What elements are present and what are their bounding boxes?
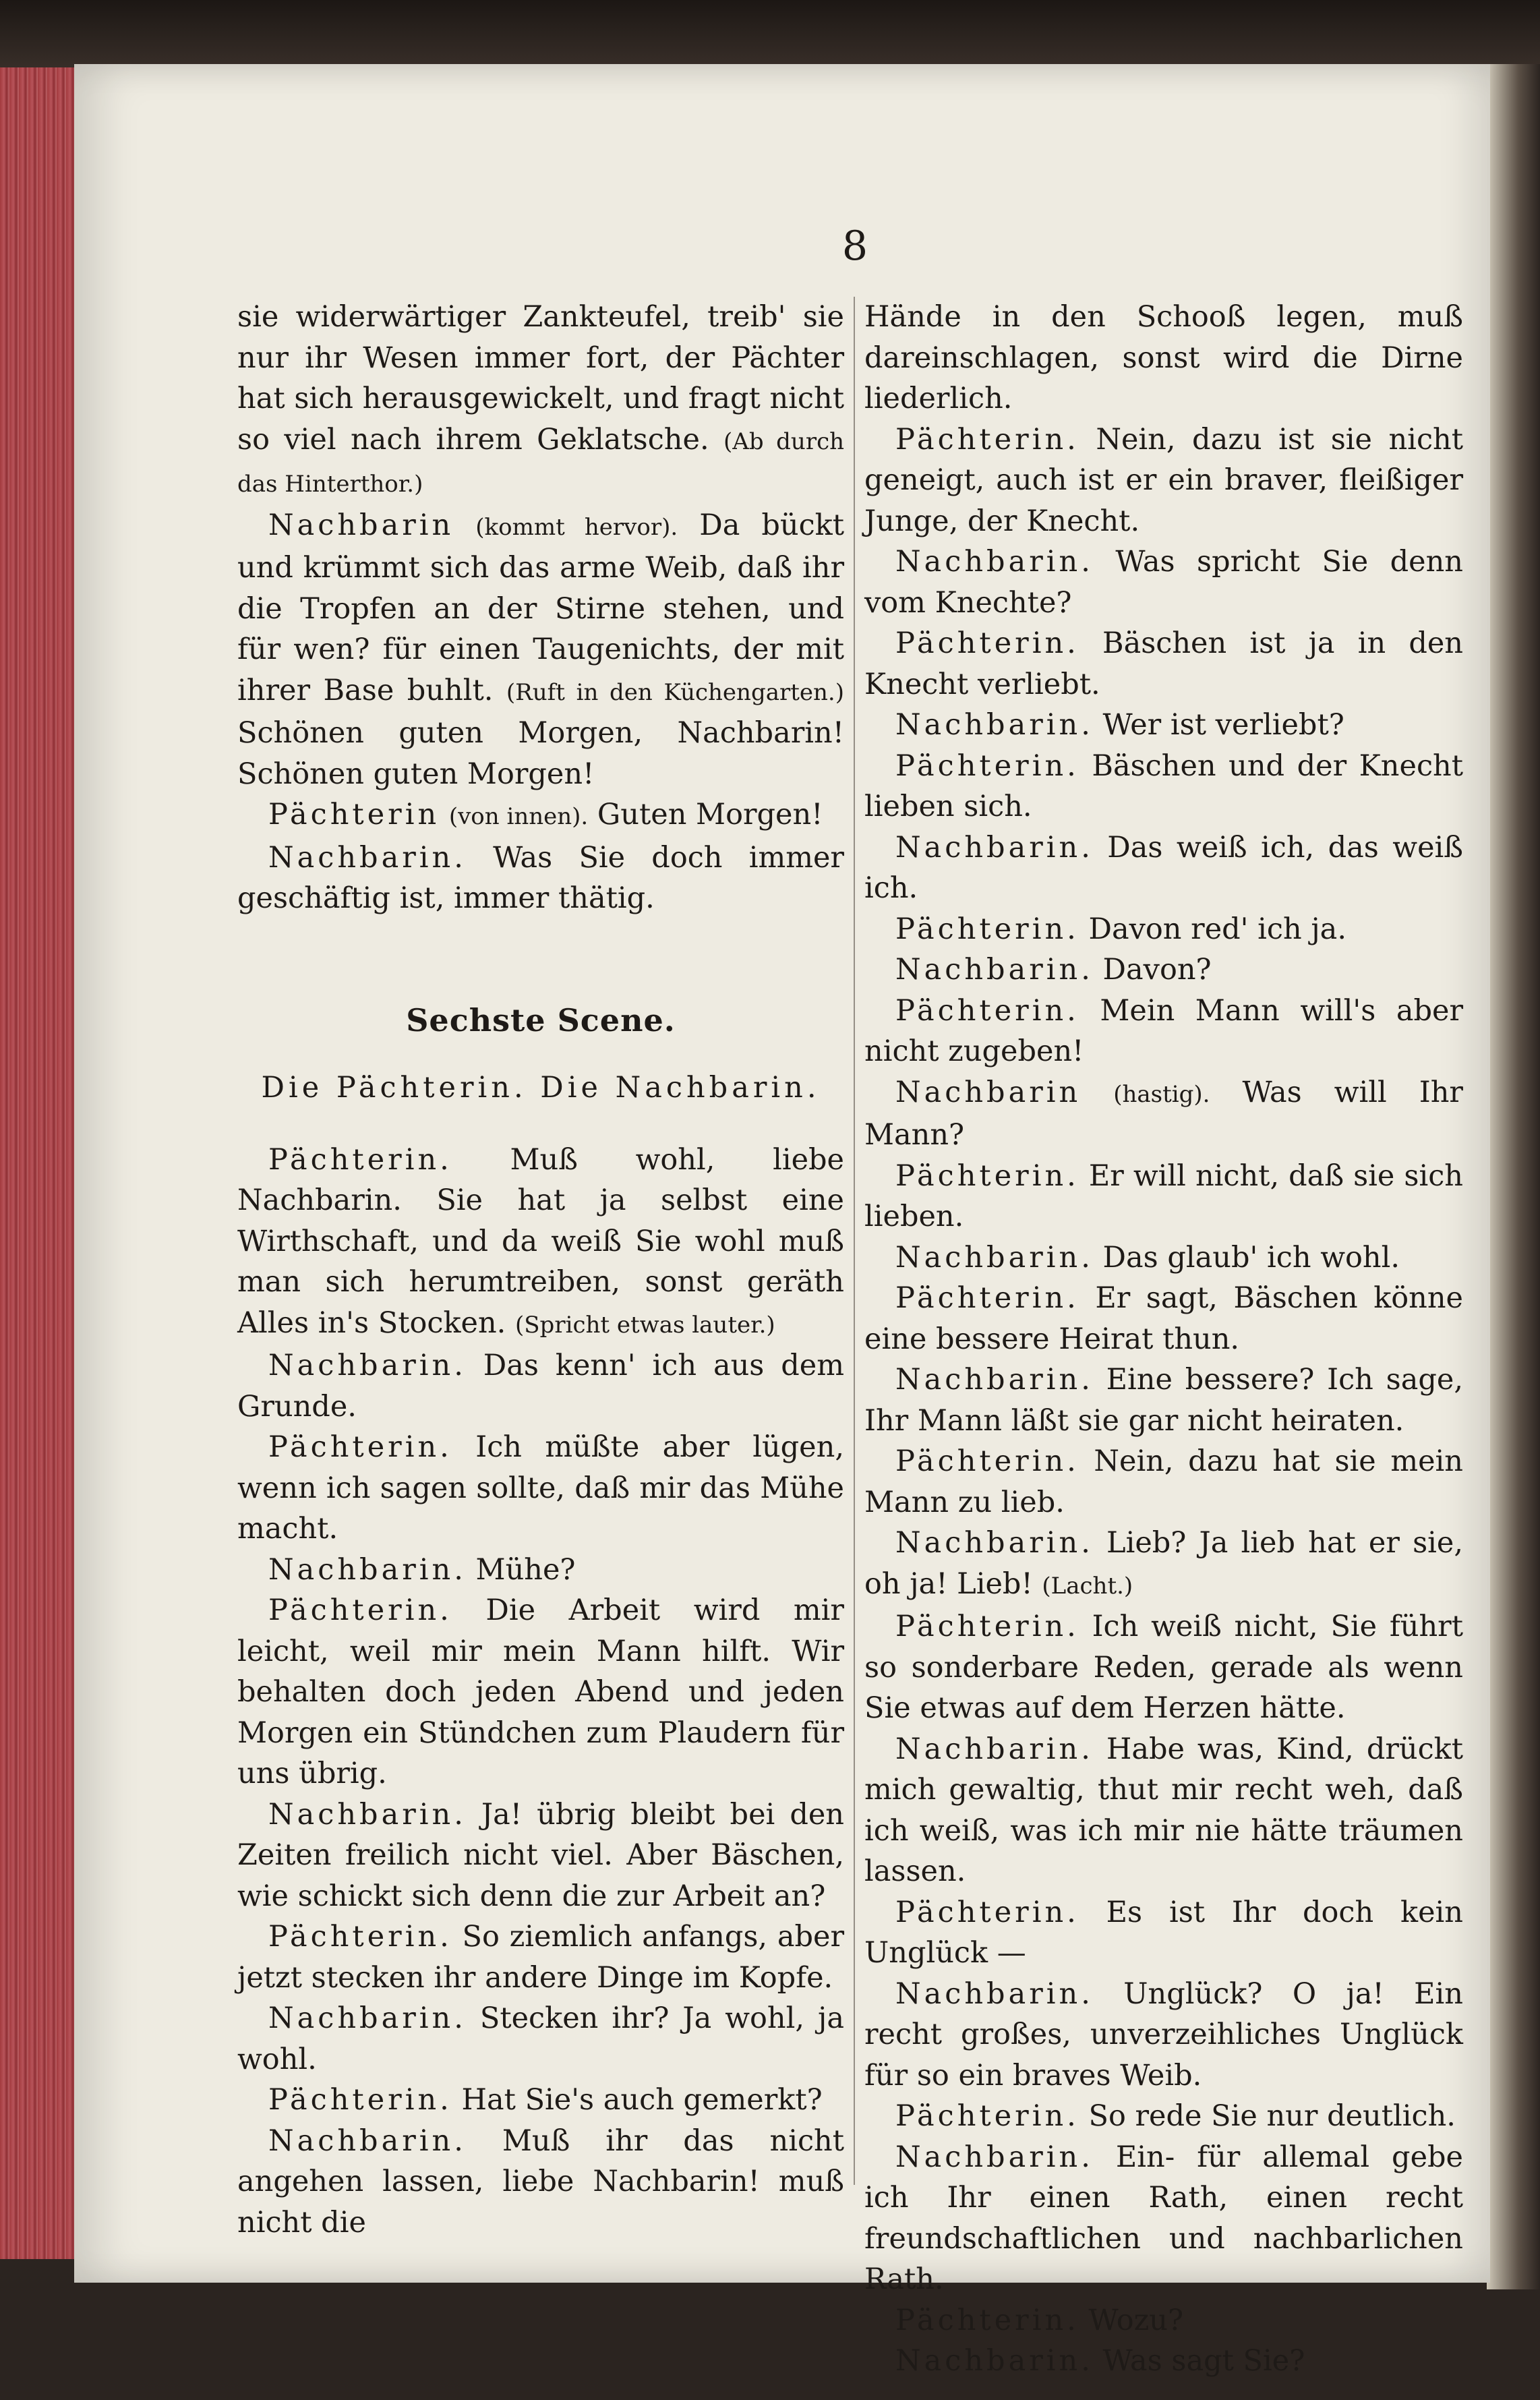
speaker-name: Nachbarin. xyxy=(268,1349,467,1382)
speaker-name: Nachbarin. xyxy=(895,1240,1094,1275)
speaker-name: Nachbarin xyxy=(895,1075,1082,1109)
dialogue-text: Davon red' ich ja. xyxy=(1088,912,1346,946)
stage-direction: (kommt hervor). xyxy=(475,513,678,541)
dialogue-text: Ein- für allemal gebe ich Ihr einen Rath, einen recht freundschaftlichen und nachbarlichen Rath. xyxy=(864,2140,1464,2296)
speaker-name: Nachbarin. xyxy=(895,830,1094,865)
dialogue-text: Nein, dazu ist sie nicht geneigt, auch ist er ein braver, fleißiger Junge, der Knecht. xyxy=(864,422,1463,538)
dialogue-text: Was will Ihr Mann? xyxy=(864,1075,1463,1152)
dialogue-text: Muß ihr das nicht angehen lassen, liebe Nachbarin! muß nicht die xyxy=(237,2124,845,2240)
speech xyxy=(237,1550,844,1591)
speech xyxy=(864,746,1463,827)
speaker-name: Pächterin. xyxy=(895,2099,1079,2133)
dialogue-text: So ziemlich anfangs, aber jetzt stecken ihr andere Dinge im Kopfe. xyxy=(237,1920,844,1995)
speaker-name: Nachbarin. xyxy=(895,2140,1094,2174)
dialogue-text: Hat Sie's auch gemerkt? xyxy=(461,2083,823,2117)
speaker-name: Nachbarin. xyxy=(268,1552,467,1587)
speech xyxy=(864,1974,1463,2097)
dialogue-text: Mühe? xyxy=(475,1552,576,1587)
speaker-name: Nachbarin. xyxy=(895,953,1094,987)
dialogue-text: Er will nicht, daß sie sich lieben. xyxy=(864,1159,1463,1233)
dialogue-text: Es ist Ihr doch kein Unglück — xyxy=(864,1895,1464,1970)
speech xyxy=(864,1278,1463,1359)
speech xyxy=(864,623,1463,705)
speaker-name: Pächterin. xyxy=(895,1610,1079,1643)
dialogue-text: So rede Sie nur deutlich. xyxy=(1088,2099,1456,2133)
speech xyxy=(237,2080,844,2121)
dialogue-text: Hände in den Schooß legen, muß dareinschlagen, sonst wird die Dirne liederlich. xyxy=(864,300,1463,415)
dialogue-text: Stecken ihr? Ja wohl, ja wohl. xyxy=(237,2001,844,2076)
dialogue-text: Eine bessere? Ich sage, Ihr Mann läßt sie gar nicht heiraten. xyxy=(864,1363,1463,1438)
top-shadow xyxy=(0,0,1540,74)
speech xyxy=(237,794,844,838)
speaker-name: Pächterin. xyxy=(268,1430,452,1464)
speech xyxy=(864,542,1463,623)
speaker-name: Pächterin. xyxy=(895,993,1079,1028)
speech xyxy=(864,2137,1463,2300)
speech xyxy=(864,1156,1463,1237)
speech xyxy=(864,1441,1463,1523)
dialogue-text: Wer ist verliebt? xyxy=(1102,708,1344,742)
dialogue-text: Nein, dazu hat sie mein Mann zu lieb. xyxy=(864,1444,1463,1519)
speech xyxy=(864,1359,1463,1441)
stage-direction: (hastig). xyxy=(1113,1080,1210,1108)
speech xyxy=(864,419,1463,542)
dialogue-text: Die Arbeit wird mir leicht, weil mir mein Mann hilft. Wir behalten doch jeden Abend und jeden Morgen ein Stündchen zum Plaudern für uns übrig. xyxy=(237,1593,844,1790)
speech xyxy=(864,1072,1463,1156)
speaker-name: Nachbarin. xyxy=(268,1797,467,1832)
speech xyxy=(237,1590,844,1794)
speech xyxy=(237,1427,844,1550)
column-divider xyxy=(854,297,855,2185)
speech xyxy=(864,705,1463,746)
dialogue-text: Habe was, Kind, drückt mich gewaltig, thut mir recht weh, daß ich weiß, was ich mir nie hätte träumen lassen. xyxy=(864,1732,1464,1888)
speaker-name: Pächterin. xyxy=(895,749,1079,783)
dialogue-text: Was Sie doch immer geschäftig ist, immer thätig. xyxy=(237,840,844,915)
speaker-name: Nachbarin. xyxy=(895,1732,1094,1766)
dialogue-text: Guten Morgen! xyxy=(597,798,823,831)
stage-direction: (Ruft in den Küchengarten.) xyxy=(506,678,844,706)
speaker-name: Nachbarin. xyxy=(895,1977,1094,2011)
speech xyxy=(864,2300,1463,2341)
dialogue-text: Ja! übrig bleibt bei den Zeiten freilich nicht viel. Aber Bäschen, wie schickt sich denn die zur Arbeit an? xyxy=(237,1797,844,1913)
speech xyxy=(864,827,1463,909)
right-column xyxy=(864,297,1463,2382)
stage-direction: (Ab durch das Hinterthor.) xyxy=(237,428,845,498)
dialogue-text: Lieb? Ja lieb hat er sie, oh ja! Lieb! xyxy=(864,1526,1464,1601)
speaker-name: Pächterin. xyxy=(895,422,1079,457)
stage-direction: (von innen). xyxy=(448,803,589,830)
dialogue-text: Das weiß ich, das weiß ich. xyxy=(864,830,1463,905)
speaker-name: Pächterin xyxy=(268,798,440,831)
speaker-name: Nachbarin. xyxy=(895,1363,1094,1397)
speech xyxy=(237,1794,844,1917)
stage-direction: (Lacht.) xyxy=(1042,1572,1133,1600)
dialogue-text: sie widerwärtiger Zankteufel, treib' sie nur ihr Wesen immer fort, der Pächter hat sich herausgewickelt, und fragt nicht so viel nach ihrem Geklatsche. xyxy=(237,300,844,457)
speech xyxy=(864,2341,1463,2382)
dialogue-text: Unglück? O ja! Ein recht großes, unverzeihliches Unglück für so ein braves Weib. xyxy=(864,1977,1463,2092)
speaker-name: Nachbarin. xyxy=(895,545,1094,579)
paragraph xyxy=(237,297,844,505)
speaker-name: Pächterin. xyxy=(895,1895,1079,1929)
speaker-name: Pächterin. xyxy=(268,1920,452,1954)
dialogue-text: Ich müßte aber lügen, wenn ich sagen sollte, daß mir das Mühe macht. xyxy=(237,1430,844,1546)
speech xyxy=(864,2096,1463,2137)
speaker-name: Pächterin. xyxy=(268,2083,452,2117)
paragraph xyxy=(864,297,1463,419)
speech xyxy=(237,1345,844,1427)
scene-cast: Die Pächterin. Die Nachbarin. xyxy=(261,1071,821,1105)
speaker-name: Pächterin. xyxy=(895,1281,1079,1315)
speaker-name: Nachbarin. xyxy=(895,2344,1094,2378)
speech xyxy=(237,2121,844,2244)
speech xyxy=(864,1237,1463,1279)
speech xyxy=(864,991,1463,1072)
right-page-shadow xyxy=(1487,64,1540,2289)
speech xyxy=(864,1729,1463,1892)
dialogue-text: Was sagt Sie? xyxy=(1102,2344,1305,2378)
speaker-name: Pächterin. xyxy=(268,1142,452,1177)
dialogue-text: Wozu? xyxy=(1088,2303,1184,2337)
dialogue-text: Das kenn' ich aus dem Grunde. xyxy=(237,1349,844,1424)
speech xyxy=(237,1998,844,2080)
scene-title: Sechste Scene. xyxy=(406,1001,676,1038)
speech xyxy=(864,909,1463,950)
dialogue-text: Bäschen ist ja in den Knecht verliebt. xyxy=(864,626,1463,701)
dialogue-text: Mein Mann will's aber nicht zugeben! xyxy=(864,993,1463,1068)
speaker-name: Nachbarin. xyxy=(268,2124,467,2158)
dialogue-text: Da bückt und krümmt sich das arme Weib, daß ihr die Tropfen an der Stirne stehen, und für wen? für einen Taugenichts, der mit ihrer Base buhlt. xyxy=(237,508,845,707)
speech xyxy=(237,505,844,795)
dialogue-text: Er sagt, Bäschen könne eine bessere Heirat thun. xyxy=(864,1281,1463,1356)
dialogue-text: Ich weiß nicht, Sie führt so sonderbare Reden, gerade als wenn Sie etwas auf dem Herzen hätte. xyxy=(864,1610,1463,1725)
speech xyxy=(864,1523,1463,1606)
dialogue-text: Das glaub' ich wohl. xyxy=(1102,1240,1400,1275)
speaker-name: Pächterin. xyxy=(895,1444,1079,1478)
speech xyxy=(237,1916,844,1998)
speaker-name: Nachbarin xyxy=(268,508,454,542)
dialogue-text: Bäschen und der Knecht lieben sich. xyxy=(864,749,1463,823)
dialogue-text: Schönen guten Morgen, Nachbarin! Schönen guten Morgen! xyxy=(237,716,844,791)
speaker-name: Pächterin. xyxy=(895,1159,1079,1193)
speech xyxy=(864,1606,1463,1729)
speaker-name: Nachbarin. xyxy=(268,840,467,875)
speaker-name: Nachbarin. xyxy=(895,708,1094,742)
dialogue-text: Was spricht Sie denn vom Knechte? xyxy=(864,545,1463,620)
book-page-edges xyxy=(0,67,81,2259)
speech xyxy=(237,1140,844,1346)
left-column xyxy=(237,297,844,2243)
speaker-name: Pächterin. xyxy=(895,912,1079,946)
dialogue-text: Davon? xyxy=(1102,953,1212,987)
speech xyxy=(237,838,844,919)
dialogue-text: Muß wohl, liebe Nachbarin. Sie hat ja selbst eine Wirthschaft, und da weiß Sie wohl muß man sich herumtreiben, sonst geräth Alles in's Stocken. xyxy=(237,1142,844,1340)
page-number: 8 xyxy=(841,223,868,270)
stage-direction: (Spricht etwas lauter.) xyxy=(515,1311,775,1339)
speaker-name: Pächterin. xyxy=(268,1593,452,1627)
speaker-name: Pächterin. xyxy=(895,626,1079,660)
speaker-name: Nachbarin. xyxy=(895,1526,1094,1560)
speaker-name: Nachbarin. xyxy=(268,2001,467,2035)
speaker-name: Pächterin. xyxy=(895,2303,1079,2337)
speech xyxy=(864,1892,1463,1974)
speech xyxy=(864,949,1463,991)
